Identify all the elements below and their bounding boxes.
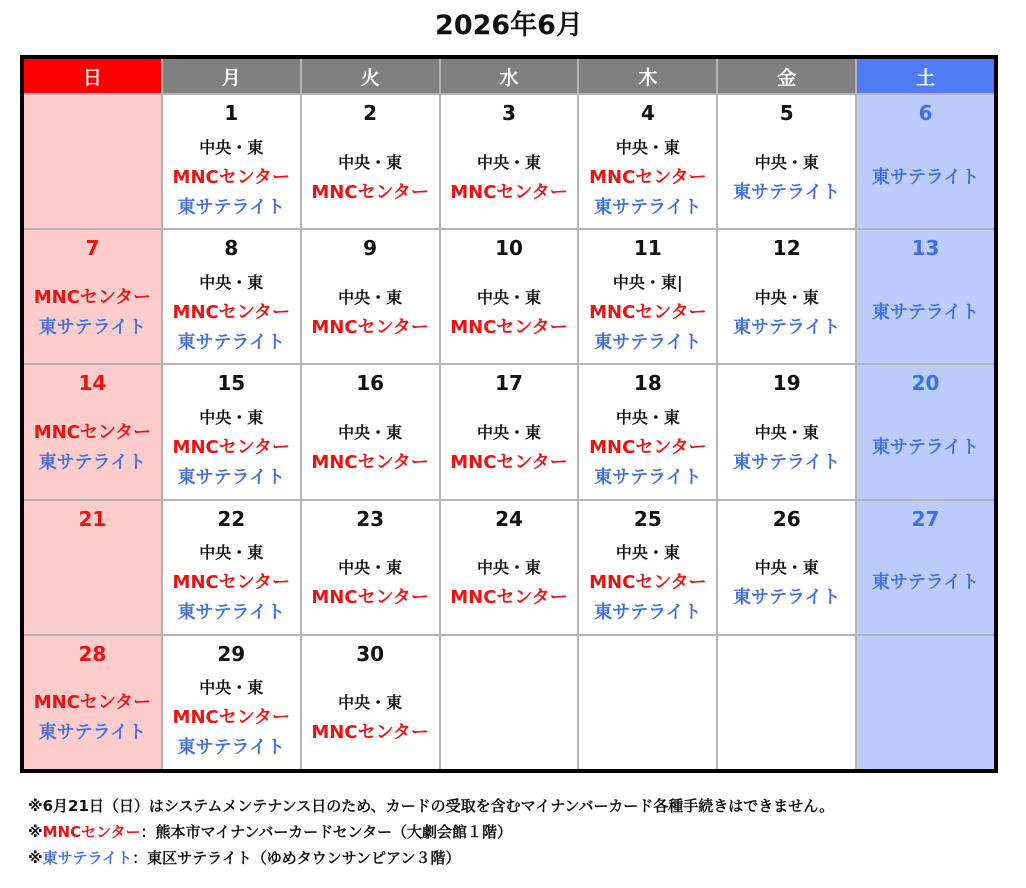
day-cell — [857, 365, 994, 498]
day-number: 17 — [495, 371, 523, 396]
day-number: 26 — [772, 506, 801, 531]
day-number: 4 — [640, 101, 655, 125]
location-chuo: 中央・東 — [754, 422, 819, 442]
location-chuo: 中央・東 — [754, 152, 819, 172]
location-mnc: MNCセンター — [33, 286, 152, 308]
location-mnc: MNCセンター — [311, 587, 429, 609]
note-satellite — [28, 845, 834, 871]
day-locations — [302, 403, 439, 492]
day-locations — [302, 674, 439, 763]
location-sat: 東サテライト — [177, 737, 285, 759]
location-sat: 東サテライト — [594, 331, 702, 353]
day-number: 7 — [85, 236, 100, 261]
location-sat: 東サテライト — [38, 451, 147, 473]
notes — [28, 793, 834, 871]
weekday-header-sun: 日 — [24, 59, 161, 93]
location-sat: 東サテライト — [732, 587, 841, 609]
day-locations — [857, 268, 994, 357]
location-sat: 東サテライト — [871, 166, 980, 188]
day-locations — [857, 403, 994, 492]
day-cell — [579, 365, 716, 498]
day-locations — [24, 674, 161, 763]
weekday-header-thu: 木 — [579, 59, 716, 93]
day-locations — [441, 133, 578, 222]
day-cell — [163, 365, 300, 498]
location-chuo: 中央・東 — [338, 422, 403, 442]
day-number: 27 — [911, 506, 940, 531]
location-sat: 東サテライト — [177, 196, 285, 218]
location-sat: 東サテライト — [732, 451, 841, 473]
day-cell — [441, 95, 578, 228]
location-sat: 東サテライト — [594, 467, 702, 488]
day-locations — [857, 539, 994, 628]
location-chuo: 中央・東| — [612, 272, 683, 292]
day-number: 29 — [217, 641, 246, 666]
location-mnc: MNCセンター — [172, 301, 290, 323]
location-mnc: MNCセンター — [33, 692, 152, 714]
location-chuo: 中央・東 — [615, 543, 680, 563]
day-cell — [24, 95, 161, 228]
location-sat: 東サテライト — [871, 436, 980, 458]
location-mnc: MNCセンター — [589, 166, 707, 188]
location-chuo: 中央・東 — [754, 558, 819, 578]
day-cell — [857, 501, 994, 634]
day-number: 14 — [78, 371, 107, 396]
day-number: 22 — [217, 506, 246, 531]
location-mnc: MNCセンター — [589, 437, 707, 458]
note-mnc-label: MNCセンター — [42, 823, 141, 841]
day-number: 8 — [224, 236, 239, 261]
day-number: 30 — [356, 641, 385, 666]
day-cell — [441, 365, 578, 498]
day-cell — [579, 501, 716, 634]
day-cell — [163, 230, 300, 363]
location-chuo: 中央・東 — [199, 408, 264, 427]
day-locations — [163, 674, 300, 763]
day-cell — [718, 95, 855, 228]
day-cell — [441, 501, 578, 634]
day-locations — [579, 133, 716, 222]
day-locations — [579, 539, 716, 628]
day-number: 20 — [911, 371, 940, 396]
location-sat: 東サテライト — [594, 602, 702, 624]
location-sat: 東サテライト — [732, 316, 841, 338]
location-chuo: 中央・東 — [199, 137, 264, 157]
day-cell — [441, 230, 578, 363]
day-locations — [441, 539, 578, 628]
day-number: 28 — [78, 641, 107, 666]
day-locations — [24, 403, 161, 492]
location-chuo: 中央・東 — [476, 287, 541, 307]
day-cell — [718, 636, 855, 769]
weekday-header-mon: 月 — [163, 59, 300, 93]
day-locations — [718, 268, 855, 357]
location-mnc: MNCセンター — [589, 572, 707, 594]
location-chuo: 中央・東 — [476, 152, 541, 172]
day-cell — [441, 636, 578, 769]
day-locations — [302, 268, 439, 357]
location-chuo: 中央・東 — [338, 152, 403, 172]
day-number: 2 — [363, 101, 378, 125]
location-sat: 東サテライト — [177, 602, 285, 624]
day-cell — [579, 95, 716, 228]
location-mnc: MNCセンター — [311, 181, 429, 203]
note-sat-label: 東サテライト — [42, 849, 133, 867]
day-cell — [718, 501, 855, 634]
day-number: 21 — [78, 506, 107, 531]
day-cell — [857, 95, 994, 228]
location-sat: 東サテライト — [732, 181, 841, 203]
day-cell — [24, 636, 161, 769]
location-chuo: 中央・東 — [199, 543, 264, 563]
day-locations — [163, 268, 300, 357]
day-locations — [441, 403, 578, 492]
location-chuo: 中央・東 — [476, 422, 541, 442]
location-mnc: MNCセンター — [311, 316, 429, 338]
day-number: 5 — [779, 101, 794, 125]
location-mnc: MNCセンター — [450, 451, 568, 473]
calendar — [20, 55, 998, 773]
day-locations — [163, 539, 300, 628]
day-number: 16 — [356, 371, 385, 396]
location-chuo: 中央・東 — [615, 408, 680, 427]
location-sat: 東サテライト — [38, 316, 147, 338]
note-mnc-text: ：熊本市マイナンバーカードセンター（大劇会館１階） — [140, 823, 513, 841]
weekday-header-wed: 水 — [441, 59, 578, 93]
day-cell — [718, 365, 855, 498]
note-mnc-prefix: ※ — [28, 823, 43, 841]
day-cell — [718, 230, 855, 363]
day-number: 11 — [633, 236, 662, 261]
day-number: 1 — [224, 101, 239, 125]
location-mnc: MNCセンター — [450, 181, 568, 203]
day-number: 9 — [363, 236, 378, 261]
day-locations — [302, 133, 439, 222]
day-cell — [857, 636, 994, 769]
page-title: 2026年6月 — [435, 10, 583, 41]
day-cell — [24, 365, 161, 498]
day-locations — [579, 268, 716, 357]
note-mnc-center — [28, 819, 834, 845]
location-mnc: MNCセンター — [172, 437, 290, 458]
day-number: 13 — [911, 236, 940, 261]
day-locations — [718, 403, 855, 492]
day-locations — [24, 268, 161, 357]
day-cell — [24, 230, 161, 363]
location-mnc: MNCセンター — [589, 301, 707, 323]
note-sat-prefix: ※ — [28, 849, 43, 867]
location-sat: 東サテライト — [871, 572, 980, 594]
day-locations — [718, 133, 855, 222]
weekday-header-sat: 土 — [857, 59, 994, 93]
day-number: 3 — [502, 101, 516, 125]
location-sat: 東サテライト — [871, 301, 980, 323]
location-chuo: 中央・東 — [476, 558, 541, 578]
location-mnc: MNCセンター — [172, 707, 290, 729]
note-maintenance: ※6月21日（日）はシステムメンテナンス日のため、カードの受取を含むマイナンバーカード各種手続きはできません。 — [28, 797, 835, 815]
location-mnc: MNCセンター — [311, 451, 429, 473]
day-number: 23 — [356, 506, 385, 531]
day-cell — [302, 501, 439, 634]
day-locations — [579, 403, 716, 492]
location-sat: 東サテライト — [38, 722, 147, 744]
day-number: 12 — [772, 236, 801, 261]
day-locations — [163, 133, 300, 222]
day-cell — [302, 95, 439, 228]
day-number: 6 — [918, 101, 933, 125]
location-sat: 東サテライト — [177, 331, 285, 353]
location-mnc: MNCセンター — [450, 316, 568, 338]
day-number: 24 — [495, 506, 523, 531]
day-cell — [302, 365, 439, 498]
location-mnc: MNCセンター — [311, 722, 429, 744]
location-mnc: MNCセンター — [450, 587, 568, 609]
day-cell — [579, 230, 716, 363]
day-number: 10 — [495, 236, 523, 261]
weekday-header-tue: 火 — [302, 59, 439, 93]
location-sat: 東サテライト — [177, 467, 285, 488]
location-chuo: 中央・東 — [754, 287, 819, 307]
day-locations — [441, 268, 578, 357]
day-cell — [302, 636, 439, 769]
day-cell — [163, 95, 300, 228]
location-chuo: 中央・東 — [615, 137, 680, 157]
location-mnc: MNCセンター — [33, 421, 152, 443]
location-chuo: 中央・東 — [199, 272, 264, 292]
location-chuo: 中央・東 — [338, 287, 403, 307]
day-cell — [857, 230, 994, 363]
day-cell — [302, 230, 439, 363]
day-locations — [302, 539, 439, 628]
note-sat-text: ：東区サテライト（ゆめタウンサンピアン３階） — [132, 849, 461, 867]
day-number: 19 — [772, 371, 801, 396]
day-cell — [163, 501, 300, 634]
day-cell — [579, 636, 716, 769]
day-locations — [163, 403, 300, 492]
day-locations — [857, 133, 994, 222]
day-cell — [24, 501, 161, 634]
location-chuo: 中央・東 — [338, 558, 403, 578]
location-chuo: 中央・東 — [199, 678, 264, 698]
location-mnc: MNCセンター — [172, 572, 290, 594]
day-cell — [163, 636, 300, 769]
location-sat: 東サテライト — [594, 196, 702, 218]
day-number: 15 — [217, 371, 246, 396]
day-locations — [718, 539, 855, 628]
day-number: 18 — [633, 371, 662, 396]
day-number: 25 — [633, 506, 662, 531]
location-mnc: MNCセンター — [172, 166, 290, 188]
location-chuo: 中央・東 — [338, 693, 403, 713]
weekday-header-fri: 金 — [718, 59, 855, 93]
calendar-grid — [24, 59, 994, 769]
